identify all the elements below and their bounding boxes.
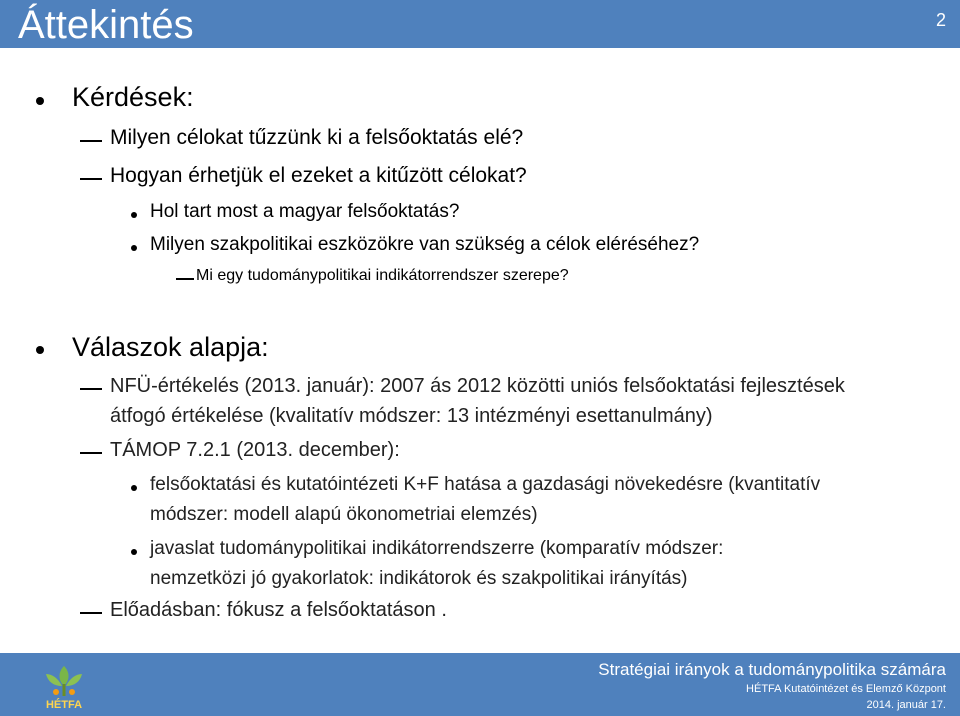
tamop-heading: TÁMOP 7.2.1 (2013. december): bbox=[110, 439, 400, 461]
footer-date: 2014. január 17. bbox=[866, 699, 946, 711]
dash-icon bbox=[80, 612, 102, 614]
bullet-icon bbox=[131, 485, 137, 491]
footer-title: Stratégiai irányok a tudománypolitika számára bbox=[598, 660, 946, 679]
bullet-icon bbox=[131, 212, 137, 218]
question-1: Milyen célokat tűzzünk ki a felsőoktatás elé? bbox=[110, 126, 524, 149]
question-2a: Hol tart most a magyar felsőoktatás? bbox=[150, 201, 460, 222]
slide-title: Áttekintés bbox=[18, 3, 194, 47]
bullet-icon bbox=[131, 245, 137, 251]
tamop-item-a-line-2: módszer: modell alapú ökonometriai elemzés) bbox=[150, 504, 538, 525]
nfu-line-2: átfogó értékelése (kvalitatív módszer: 13 intézményi esettanulmány) bbox=[110, 405, 713, 427]
hetfa-logo bbox=[36, 662, 92, 712]
tamop-item-b-line-1: javaslat tudománypolitikai indikátorrendszerre (komparatív módszer: bbox=[150, 538, 724, 559]
tamop-item-b-line-2: nemzetközi jó gyakorlatok: indikátorok és szakpolitikai irányítás) bbox=[150, 568, 688, 589]
svg-text:HÉTFA: HÉTFA bbox=[45, 699, 83, 711]
dash-icon bbox=[80, 388, 102, 390]
dash-icon bbox=[80, 178, 102, 180]
answers-heading: Válaszok alapja: bbox=[72, 332, 269, 362]
questions-heading: Kérdések: bbox=[72, 82, 194, 112]
question-2: Hogyan érhetjük el ezeket a kitűzött célokat? bbox=[110, 164, 527, 187]
tamop-item-a-line-1: felsőoktatási és kutatóintézeti K+F hatása a gazdasági növekedésre (kvantitatív bbox=[150, 474, 821, 495]
dash-icon bbox=[80, 452, 102, 454]
footer-institute: HÉTFA Kutatóintézet és Elemző Központ bbox=[746, 683, 946, 695]
question-2b: Milyen szakpolitikai eszközökre van szükség a célok eléréséhez? bbox=[150, 234, 700, 255]
focus-line: Előadásban: fókusz a felsőoktatáson . bbox=[110, 599, 447, 621]
nfu-line-1: NFÜ-értékelés (2013. január): 2007 ás 2012 közötti uniós felsőoktatási fejlesztések bbox=[110, 375, 845, 397]
question-2b1: Mi egy tudománypolitikai indikátorrendszer szerepe? bbox=[196, 267, 569, 284]
bullet-icon bbox=[131, 549, 137, 555]
bullet-icon bbox=[36, 97, 44, 105]
dash-icon bbox=[80, 140, 102, 142]
dash-icon bbox=[176, 278, 194, 280]
slide-number: 2 bbox=[935, 10, 946, 30]
bullet-icon bbox=[36, 346, 44, 354]
